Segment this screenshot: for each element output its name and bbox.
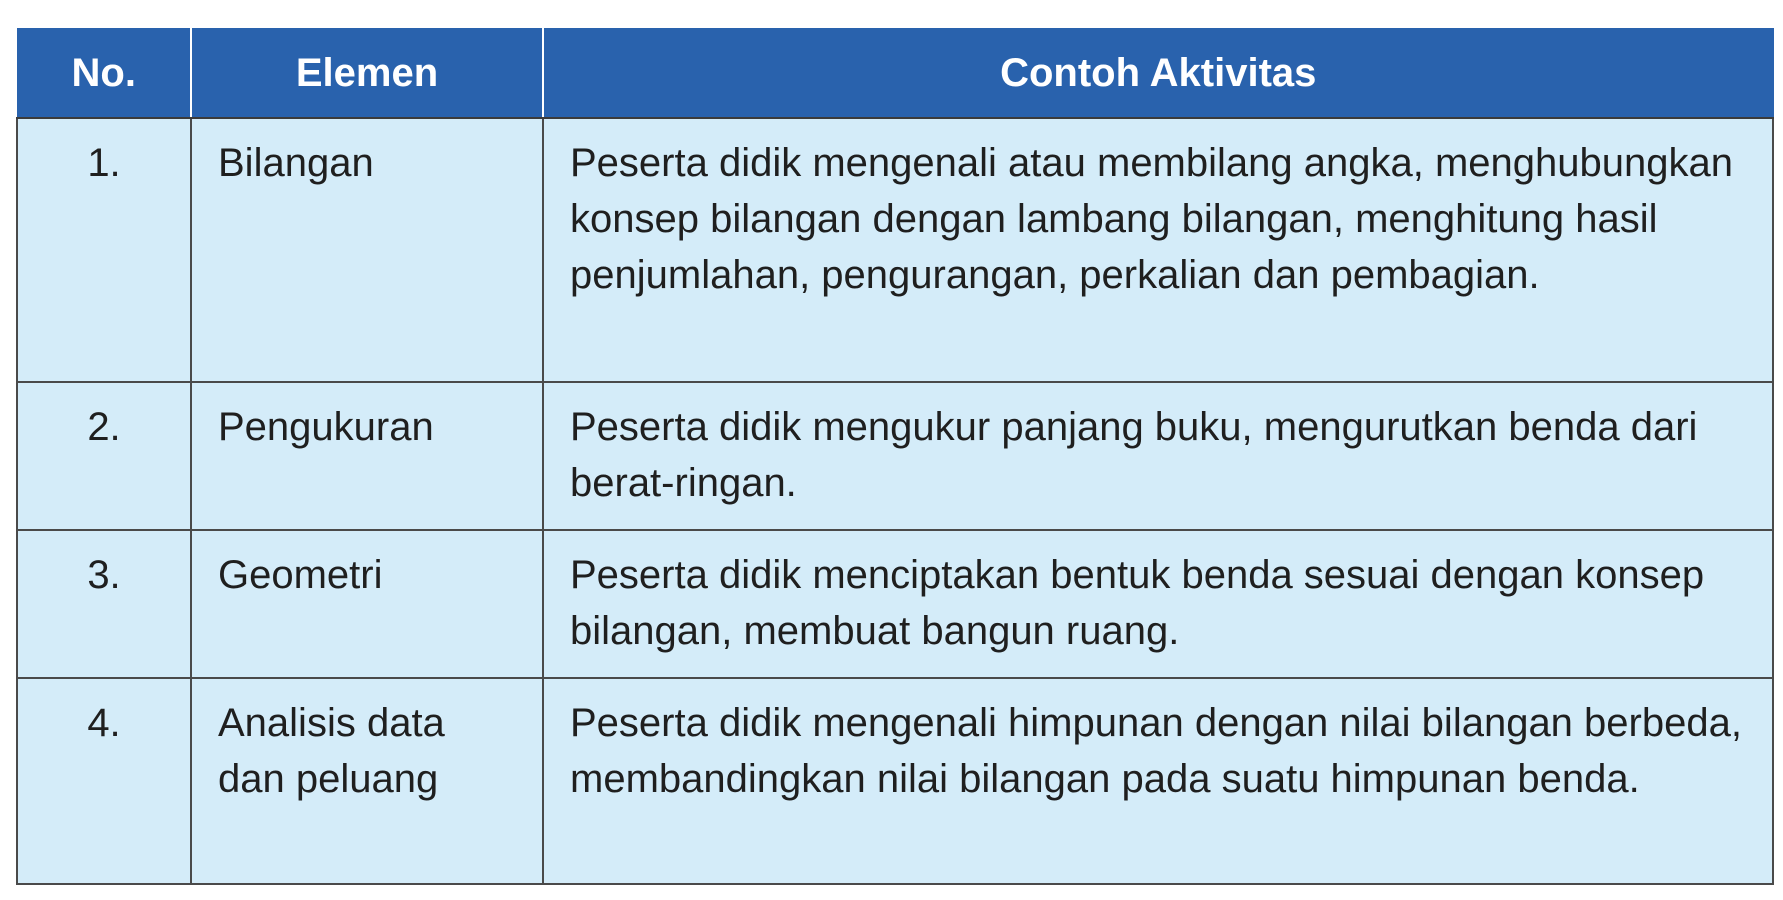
- cell-elemen: Analisis data dan peluang: [191, 678, 543, 884]
- table-row: [17, 382, 1773, 530]
- table-header: [17, 29, 1773, 119]
- activity-table: [16, 28, 1774, 885]
- cell-aktivitas: Peserta didik mengenali himpunan dengan nilai bilangan berbeda, membandingkan nilai bilangan pada suatu himpunan benda.: [543, 678, 1773, 884]
- cell-elemen: Pengukuran: [191, 382, 543, 530]
- header-row: [17, 29, 1773, 119]
- cell-elemen: Geometri: [191, 530, 543, 678]
- header-contoh-aktivitas: Contoh Aktivitas: [543, 29, 1773, 119]
- cell-aktivitas: Peserta didik mengenali atau membilang angka, menghubungkan konsep bilangan dengan lambang bilangan, menghitung hasil penjumlahan, pengurangan, perkalian dan pembagian.: [543, 118, 1773, 382]
- table-body: [17, 118, 1773, 884]
- table-row: [17, 118, 1773, 382]
- table-row: [17, 678, 1773, 884]
- cell-elemen: Bilangan: [191, 118, 543, 382]
- cell-aktivitas: Peserta didik mengukur panjang buku, mengurutkan benda dari berat-ringan.: [543, 382, 1773, 530]
- cell-aktivitas: Peserta didik menciptakan bentuk benda sesuai dengan konsep bilangan, membuat bangun ruang.: [543, 530, 1773, 678]
- cell-no: 2.: [17, 382, 191, 530]
- header-elemen: Elemen: [191, 29, 543, 119]
- header-no: No.: [17, 29, 191, 119]
- cell-no: 1.: [17, 118, 191, 382]
- activity-table-container: [16, 28, 1772, 885]
- table-row: [17, 530, 1773, 678]
- cell-no: 3.: [17, 530, 191, 678]
- cell-no: 4.: [17, 678, 191, 884]
